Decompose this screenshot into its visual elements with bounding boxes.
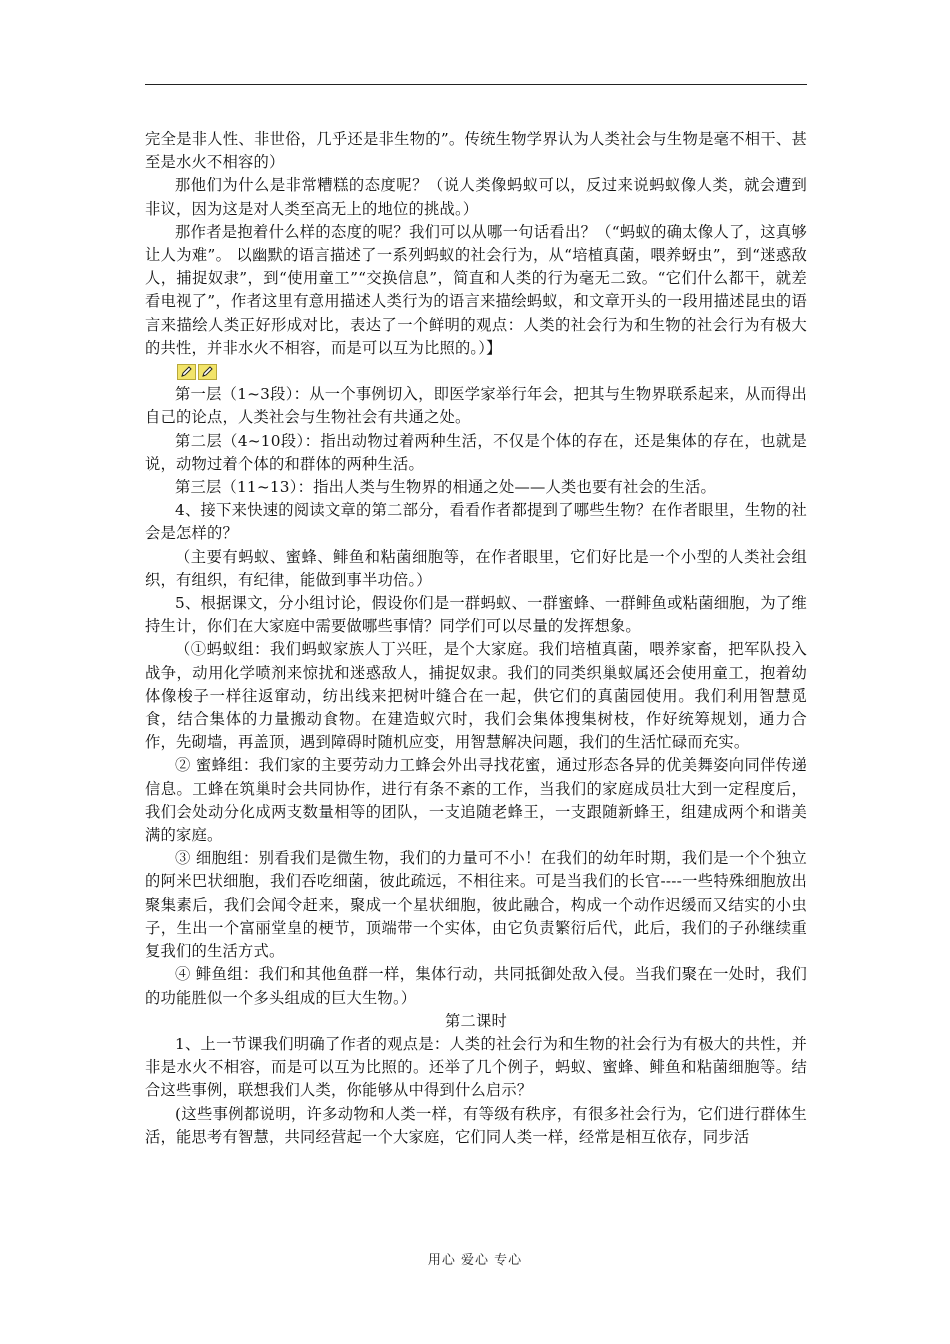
document-body (145, 128, 807, 1149)
paragraph: （①蚂蚁组：我们蚂蚁家族人丁兴旺，是个大家庭。我们培植真菌，喂养家畜，把军队投入战争，动用化学喷剂来惊扰和迷惑敌人，捕捉奴隶。我们的同类织巢蚁属还会使用童工，抱着幼体像梭子一样往返窜动，纺出线来把树叶缝合在一起，供它们的真菌园使用。我们利用智慧觅食，结合集体的力量搬动食物。在建造蚁穴时，我们会集体搜集树枝，作好统筹规划，通力合作，先砌墙，再盖顶，遇到障碍时随机应变，用智慧解决问题，我们的生活忙碌而充实。 (145, 640, 807, 752)
paragraph: 完全是非人性、非世俗，几乎还是非生物的”。传统生物学界认为人类社会与生物是毫不相干、甚至是水火不相容的） (145, 130, 807, 172)
paragraph: 第三层（11~13）：指出人类与生物界的相通之处——人类也要有社会的生活。 (175, 478, 716, 497)
paragraph: ③ 细胞组：别看我们是微生物，我们的力量可不小！在我们的幼年时期，我们是一个个独立的阿米巴状细胞，我们吞吃细菌，彼此疏远，不相往来。可是当我们的长官----一些特殊细胞放出聚集素后，我们会闻令赶来，聚成一个星状细胞，彼此融合，构成一个动作迟缓而又结实的小虫子，生出一个富丽堂皇的梗节，顶端带一个实体，由它负责繁衍后代，此后，我们的子孙继续重复我们的生活方式。 (145, 849, 807, 961)
paragraph: 5、根据课文，分小组讨论，假设你们是一群蚂蚁、一群蜜蜂、一群鲱鱼或粘菌细胞，为了维持生计，你们在大家庭中需要做哪些事情？同学们可以尽量的发挥想象。 (145, 594, 807, 636)
paragraph: （主要有蚂蚁、蜜蜂、鲱鱼和粘菌细胞等，在作者眼里，它们好比是一个小型的人类社会组织，有组织，有纪律，能做到事半功倍。） (145, 547, 807, 589)
paragraph: 1、上一节课我们明确了作者的观点是：人类的社会行为和生物的社会行为有极大的共性，并非是水火不相容，而是可以互为比照的。还举了几个例子，蚂蚁、蜜蜂、鲱鱼和粘菌细胞等。结合这些事例，联想我们人类，你能够从中得到什么启示？ (145, 1034, 807, 1100)
paragraph: 那作者是抱着什么样的态度的呢？我们可以从哪一句话看出？（“蚂蚁的确太像人了，这真够让人为难”。 以幽默的语言描述了一系列蚂蚁的社会行为，从“培植真菌，喂养蚜虫”，到“迷惑敌人，捕捉奴隶”，到“使用童工”“交换信息”，简直和人类的行为毫无二致。“它们什么都干，就差看电视了”，作者这里有意用描述人类行为的语言来描绘蚂蚁，和文章开头的一段用描述昆虫的语言来描绘人类正好形成对比，表达了一个鲜明的观点：人类的社会行为和生物的社会行为有极大的共性，并非水火不相容，而是可以互为比照的。）】 (145, 222, 807, 357)
paragraph: ④ 鲱鱼组：我们和其他鱼群一样，集体行动，共同抵御处敌入侵。当我们聚在一处时，我们的功能胜似一个多头组成的巨大生物。） (145, 965, 807, 1007)
pencil-icon (177, 364, 196, 380)
paragraph: 第二层（4~10段）：指出动物过着两种生活，不仅是个体的存在，还是集体的存在，也就是说，动物过着个体的和群体的两种生活。 (145, 431, 807, 473)
paragraph: 第一层（1~3段）：从一个事例切入，即医学家举行年会，把其与生物界联系起来，从而得出自己的论点，人类社会与生物社会有共通之处。 (145, 385, 807, 427)
paragraph: ② 蜜蜂组：我们家的主要劳动力工蜂会外出寻找花蜜，通过形态各异的优美舞姿向同伴传递信息。工蜂在筑巢时会共同协作，进行有条不紊的工作，当我们的家庭成员壮大到一定程度后，我们会处动分化成两支数量相等的团队，一支追随老蜂王，一支跟随新蜂王，组建成两个和谐美满的家庭。 (145, 756, 807, 845)
paragraph: (这些事例都说明，许多动物和人类一样，有等级有秩序，有很多社会行为，它们进行群体生活，能思考有智慧，共同经营起一个大家庭，它们同人类一样，经常是相互依存，同步活 (145, 1104, 807, 1146)
pencil-icon (198, 364, 217, 380)
page-footer: 用心 爱心 专心 (427, 1253, 523, 1268)
paragraph: 那他们为什么是非常糟糕的态度呢？（说人类像蚂蚁可以，反过来说蚂蚁像人类，就会遭到非议，因为这是对人类至高无上的地位的挑战。） (145, 176, 807, 218)
paragraph: 4、接下来快速的阅读文章的第二部分，看看作者都提到了哪些生物？在作者眼里，生物的社会是怎样的？ (145, 501, 807, 543)
header-rule (145, 84, 807, 85)
section-title: 第二课时 (445, 1011, 507, 1030)
inline-icons (145, 360, 807, 383)
